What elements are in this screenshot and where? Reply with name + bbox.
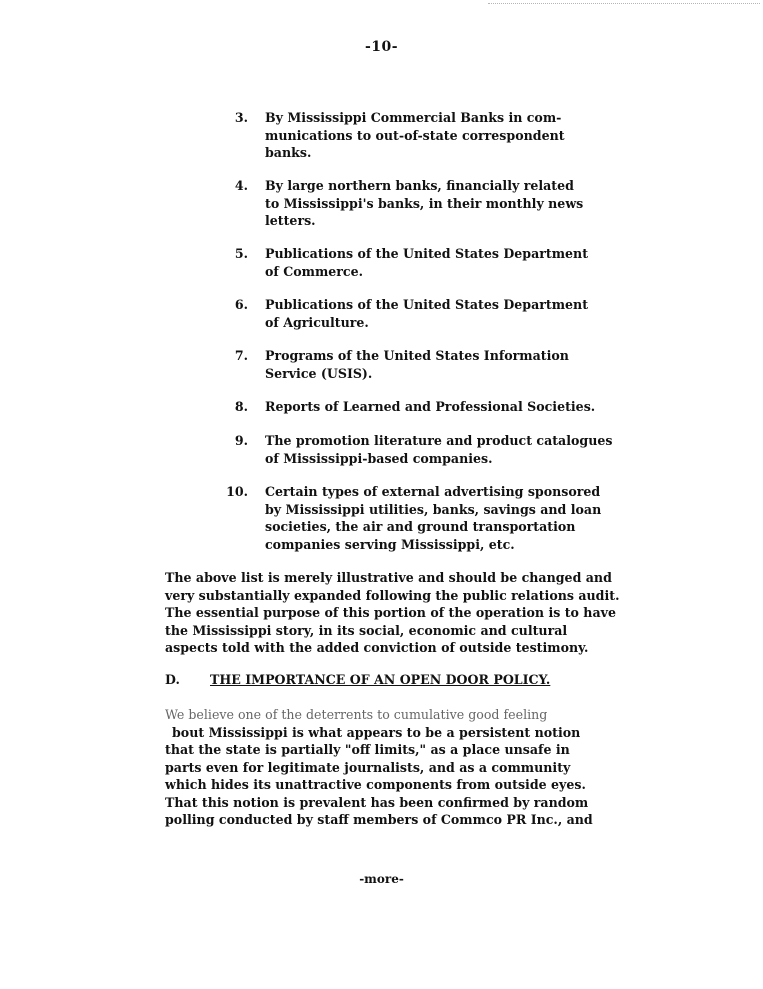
paragraph-line: the Mississippi story, in its social, economic and cultural <box>165 622 568 638</box>
list-item-line: Publications of the United States Department <box>265 246 589 261</box>
list-item-line: by Mississippi utilities, banks, savings and loan <box>265 501 602 517</box>
paragraph-line: very substantially expanded following the public relations audit. <box>165 587 620 603</box>
list-item-line: societies, the air and ground transportation <box>265 519 576 534</box>
list-item-text <box>265 109 660 162</box>
section-paragraph <box>165 706 655 829</box>
paragraph-line: polling conducted by staff members of Commco PR Inc., and <box>165 812 593 827</box>
list-item-text <box>265 177 660 230</box>
list-item-number: 3. <box>234 110 248 125</box>
paragraph-line: The above list is merely illustrative and should be changed and <box>165 570 612 585</box>
page-number: -10- <box>364 39 399 55</box>
paragraph-line: We believe one of the deterrents to cumulative good feeling <box>165 707 548 722</box>
list-item-number: 4. <box>234 178 248 193</box>
list-item-line: banks. <box>265 145 312 160</box>
list-item-text <box>265 483 660 553</box>
list-item-text <box>265 398 660 416</box>
list-item-number: 6. <box>234 297 248 312</box>
list-item-line: munications to out-of-state correspondent <box>265 127 565 143</box>
paragraph-line: That this notion is prevalent has been confirmed by random <box>165 794 589 810</box>
section-letter: D. <box>165 672 180 687</box>
paragraph-line: that the state is partially "off limits," as a place unsafe in <box>165 742 570 757</box>
list-item-number: 9. <box>234 433 248 448</box>
list-item-text <box>265 296 660 331</box>
list-item-number: 8. <box>234 399 248 414</box>
list-item-line: Certain types of external advertising sponsored <box>265 484 601 499</box>
summary-paragraph <box>165 569 655 657</box>
top-edge-rule <box>488 3 760 4</box>
paragraph-line: aspects told with the added conviction of outside testimony. <box>165 640 589 655</box>
list-item-line: Reports of Learned and Professional Societies. <box>265 399 596 414</box>
list-item-line: Service (USIS). <box>265 365 373 381</box>
list-item-line: By Mississippi Commercial Banks in com- <box>265 110 562 125</box>
paragraph-line: The essential purpose of this portion of the operation is to have <box>165 605 616 620</box>
list-item-line: Programs of the United States Information <box>265 348 569 363</box>
list-item <box>215 398 655 416</box>
list-item-line: Publications of the United States Department <box>265 297 589 312</box>
list-item-line: By large northern banks, financially related <box>265 178 574 193</box>
list-item-number: 10. <box>226 484 248 499</box>
section-heading <box>165 672 550 687</box>
list-item-text <box>265 432 660 467</box>
list-item <box>215 177 655 231</box>
paragraph-line: which hides its unattractive components from outside eyes. <box>165 777 586 792</box>
list-item-text <box>265 245 660 280</box>
list-item-number: 5. <box>234 246 248 261</box>
list-item <box>215 296 655 332</box>
list-item <box>215 347 655 383</box>
list-item-line: companies serving Mississippi, etc. <box>265 536 515 552</box>
paragraph-line: parts even for legitimate journalists, and as a community <box>165 759 571 775</box>
list-item <box>215 109 655 163</box>
section-title: THE IMPORTANCE OF AN OPEN DOOR POLICY. <box>210 672 551 687</box>
list-item-line: of Mississippi-based companies. <box>265 450 493 466</box>
list-item <box>215 432 655 468</box>
list-item <box>215 483 655 555</box>
list-item-line: The promotion literature and product catalogues <box>265 433 613 448</box>
list-item-line: of Commerce. <box>265 263 363 279</box>
list-item <box>215 245 655 281</box>
paragraph-line: bout Mississippi is what appears to be a persistent notion <box>172 724 581 740</box>
page-footer-more: -more- <box>359 872 404 886</box>
list-item-line: to Mississippi's banks, in their monthly news <box>265 195 584 211</box>
list-item-number: 7. <box>234 348 248 363</box>
list-item-text <box>265 347 660 382</box>
list-item-line: of Agriculture. <box>265 314 369 330</box>
list-item-line: letters. <box>265 213 316 228</box>
